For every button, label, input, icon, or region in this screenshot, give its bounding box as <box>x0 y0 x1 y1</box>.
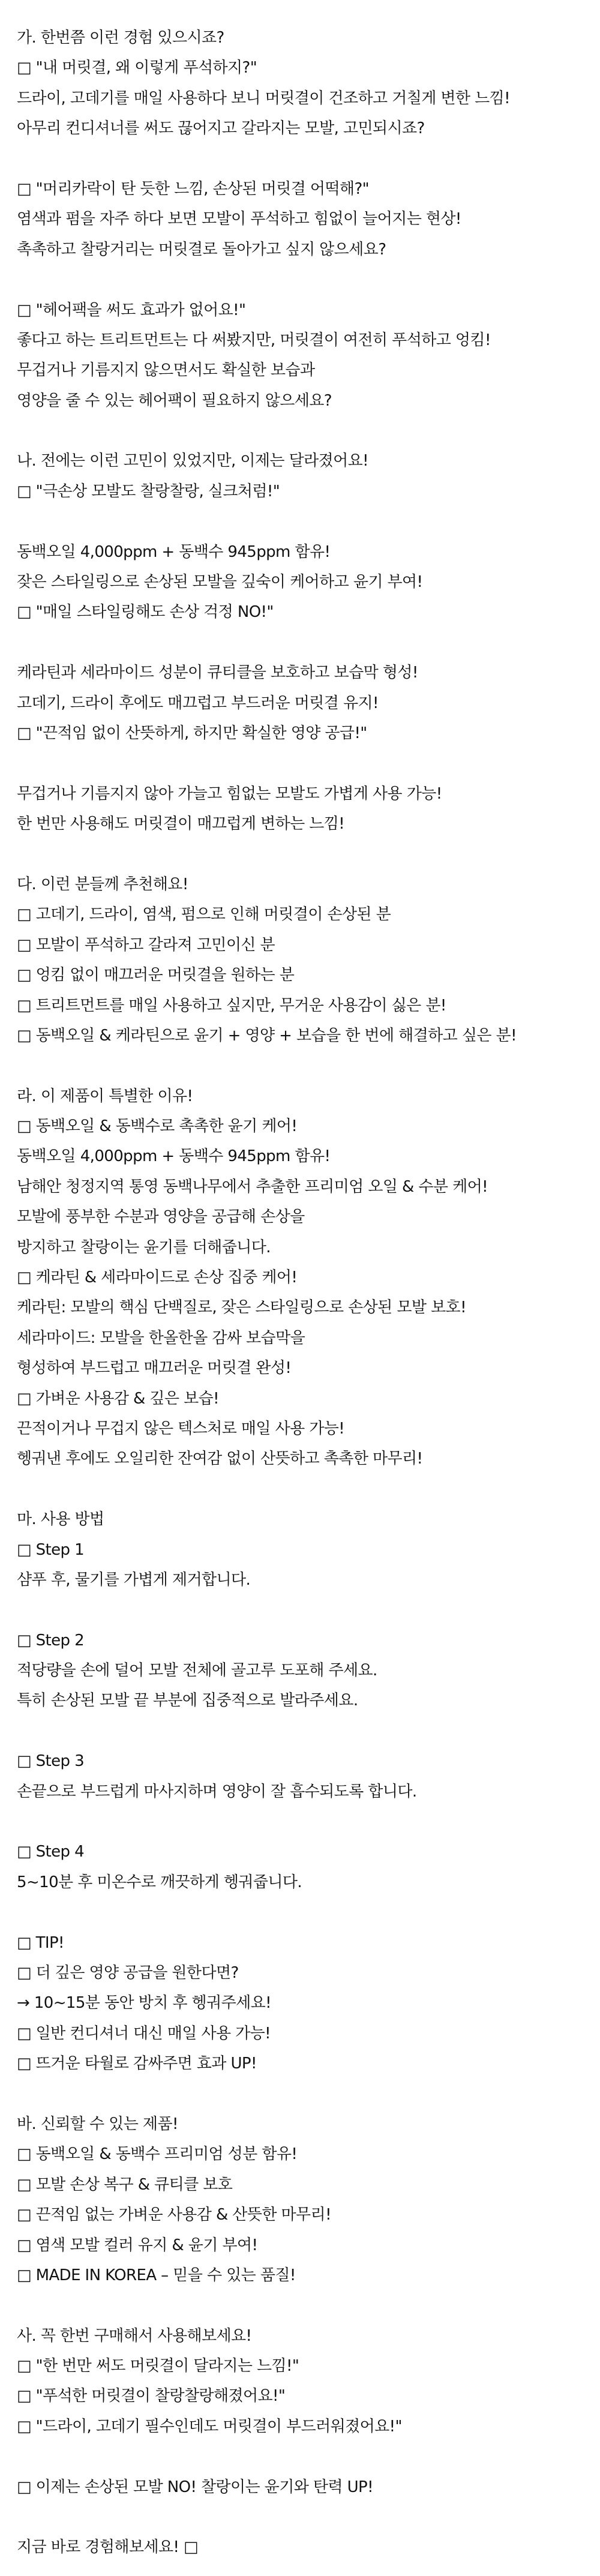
text-line: □ "헤어팩을 써도 효과가 없어요!" <box>17 301 246 319</box>
text-line: □ "끈적임 없이 산뜻하게, 하지만 확실한 영양 공급!" <box>17 724 367 742</box>
text-line: 특히 손상된 모발 끝 부분에 집중적으로 발라주세요. <box>17 1692 358 1710</box>
text-line: □ "드라이, 고데기 필수인데도 머릿결이 부드러워졌어요!" <box>17 2417 402 2436</box>
text-line: □ 동백오일 & 케라틴으로 윤기 + 영양 + 보습을 한 번에 해결하고 싶은 분! <box>17 1026 517 1045</box>
text-line: □ 모발이 푸석하고 갈라져 고민이신 분 <box>17 935 275 954</box>
text-line: □ "극손상 모발도 찰랑찰랑, 실크처럼!" <box>17 482 280 500</box>
text-line: 잦은 스타일링으로 손상된 모발을 깊숙이 케어하고 윤기 부여! <box>17 573 423 592</box>
blank-line <box>17 265 600 295</box>
text-line: 동백오일 4,000ppm + 동백수 945ppm 함유! <box>17 542 331 561</box>
blank-line <box>17 628 600 658</box>
text-line: 샴푸 후, 물기를 가볍게 제거합니다. <box>17 1570 251 1589</box>
text-line: 모발에 풍부한 수분과 영양을 공급해 손상을 <box>17 1208 305 1226</box>
text-line: □ MADE IN KOREA – 믿을 수 있는 품질! <box>17 2266 296 2284</box>
section-gap <box>17 839 600 869</box>
section-gap <box>17 416 600 446</box>
text-line: □ Step 2 <box>17 1631 85 1650</box>
text-line: 좋다고 하는 트리트먼트는 다 써봤지만, 머릿결이 여전히 푸석하고 엉킴! <box>17 331 491 349</box>
text-line: □ Step 4 <box>17 1843 85 1861</box>
text-line: 형성하여 부드럽고 매끄러운 머릿결 완성! <box>17 1359 292 1378</box>
text-line: 케라틴: 모발의 핵심 단백질로, 잦은 스타일링으로 손상된 모발 보호! <box>17 1299 466 1317</box>
section-heading: 마. 사용 방법 <box>17 1510 104 1529</box>
text-line: 5~10분 후 미온수로 깨끗하게 헹궈줍니다. <box>17 1873 302 1891</box>
section-sa <box>17 2321 600 2563</box>
text-line: □ 염색 모발 컬러 유지 & 윤기 부여! <box>17 2236 258 2254</box>
text-line: □ 끈적임 없는 가벼운 사용감 & 산뜻한 마무리! <box>17 2206 331 2224</box>
text-line: 방지하고 찰랑이는 윤기를 더해줍니다. <box>17 1238 271 1256</box>
blank-line <box>17 1897 600 1927</box>
blank-line <box>17 2502 600 2532</box>
text-line: 헹궈낸 후에도 오일리한 잔여감 없이 산뜻하고 촉촉한 마무리! <box>17 1450 423 1468</box>
text-line: □ 동백오일 & 동백수 프리미엄 성분 함유! <box>17 2145 298 2164</box>
text-line: 무겁거나 기름지지 않아 가늘고 힘없는 모발도 가볍게 사용 가능! <box>17 784 442 803</box>
text-line: □ 엉킴 없이 매끄러운 머릿결을 원하는 분 <box>17 966 295 985</box>
blank-line <box>17 2442 600 2472</box>
blank-line <box>17 144 600 174</box>
section-heading: 사. 꼭 한번 구매해서 사용해보세요! <box>17 2326 252 2345</box>
text-line: 한 번만 사용해도 머릿결이 매끄럽게 변하는 느낌! <box>17 815 345 833</box>
blank-line <box>17 1595 600 1625</box>
text-line: 케라틴과 세라마이드 성분이 큐티클을 보호하고 보습막 형성! <box>17 664 418 682</box>
text-line: □ 가벼운 사용감 & 깊은 보습! <box>17 1389 219 1408</box>
text-line: 끈적이거나 무겁지 않은 텍스처로 매일 사용 가능! <box>17 1419 345 1438</box>
text-line: □ 뜨거운 타월로 감싸주면 효과 UP! <box>17 2055 257 2073</box>
section-heading: 라. 이 제품이 특별한 이유! <box>17 1087 193 1105</box>
text-line: □ 일반 컨디셔너 대신 매일 사용 가능! <box>17 2024 271 2043</box>
section-ga <box>17 23 600 416</box>
section-na <box>17 446 600 839</box>
section-ba <box>17 2109 600 2290</box>
blank-line <box>17 748 600 778</box>
text-line: 무겁거나 기름지지 않으면서도 확실한 보습과 <box>17 361 315 380</box>
text-line: 지금 바로 경험해보세요! □ <box>17 2538 198 2557</box>
section-gap <box>17 1474 600 1504</box>
section-heading: 나. 전에는 이런 고민이 있었지만, 이제는 달라졌어요! <box>17 452 368 470</box>
text-line: □ 케라틴 & 세라마이드로 손상 집중 케어! <box>17 1268 298 1287</box>
section-gap <box>17 1051 600 1081</box>
text-line: 촉촉하고 찰랑거리는 머릿결로 돌아가고 싶지 않으세요? <box>17 240 386 259</box>
text-line: □ 트리트먼트를 매일 사용하고 싶지만, 무거운 사용감이 싫은 분! <box>17 996 446 1015</box>
text-line: □ Step 1 <box>17 1540 85 1559</box>
text-line: □ 모발 손상 복구 & 큐티클 보호 <box>17 2175 233 2194</box>
text-line: 드라이, 고데기를 매일 사용하다 보니 머릿결이 건조하고 거칠게 변한 느낌! <box>17 89 510 107</box>
text-line: □ 동백오일 & 동백수로 촉촉한 윤기 케어! <box>17 1117 298 1136</box>
blank-line <box>17 1716 600 1746</box>
text-line: □ TIP! <box>17 1933 64 1952</box>
text-line: □ Step 3 <box>17 1752 85 1771</box>
text-line: □ "머리카락이 탄 듯한 느낌, 손상된 머릿결 어떡해?" <box>17 179 370 198</box>
text-line: □ "매일 스타일링해도 손상 걱정 NO!" <box>17 603 274 622</box>
text-line: → 10~15분 동안 방치 후 헹궈주세요! <box>17 1994 271 2013</box>
text-line: □ "푸석한 머릿결이 찰랑찰랑해졌어요!" <box>17 2387 286 2406</box>
section-gap <box>17 2290 600 2320</box>
section-gap <box>17 2079 600 2109</box>
text-line: 염색과 펌을 자주 하다 보면 모발이 푸석하고 힘없이 늘어지는 현상! <box>17 210 461 229</box>
text-line: 손끝으로 부드럽게 마사지하며 영양이 잘 흡수되도록 합니다. <box>17 1782 417 1801</box>
blank-line <box>17 506 600 536</box>
text-line: 아무리 컨디셔너를 써도 끊어지고 갈라지는 모발, 고민되시죠? <box>17 119 425 138</box>
text-line: 적당량을 손에 덜어 모발 전체에 골고루 도포해 주세요. <box>17 1662 377 1680</box>
text-line: □ 고데기, 드라이, 염색, 펌으로 인해 머릿결이 손상된 분 <box>17 905 391 924</box>
text-line: 남해안 청정지역 통영 동백나무에서 추출한 프리미엄 오일 & 수분 케어! <box>17 1177 488 1196</box>
section-ra <box>17 1081 600 1474</box>
section-heading: 다. 이런 분들께 추천해요! <box>17 875 188 893</box>
text-line: 영양을 줄 수 있는 헤어팩이 필요하지 않으세요? <box>17 391 332 410</box>
text-line: 고데기, 드라이 후에도 매끄럽고 부드러운 머릿결 유지! <box>17 694 379 712</box>
text-line: □ 더 깊은 영양 공급을 원한다면? <box>17 1964 239 1982</box>
text-line: 동백오일 4,000ppm + 동백수 945ppm 함유! <box>17 1147 331 1166</box>
section-heading: 바. 신뢰할 수 있는 제품! <box>17 2115 178 2133</box>
blank-line <box>17 1807 600 1837</box>
text-line: □ "내 머릿결, 왜 이렇게 푸석하지?" <box>17 59 257 77</box>
section-da <box>17 869 600 1051</box>
section-heading: 가. 한번쯤 이런 경험 있으시죠? <box>17 29 224 47</box>
text-line: □ "한 번만 써도 머릿결이 달라지는 느낌!" <box>17 2357 299 2376</box>
text-line: □ 이제는 손상된 모발 NO! 찰랑이는 윤기와 탄력 UP! <box>17 2478 373 2496</box>
section-ma <box>17 1504 600 2079</box>
text-line: 세라마이드: 모발을 한올한올 감싸 보습막을 <box>17 1329 305 1347</box>
